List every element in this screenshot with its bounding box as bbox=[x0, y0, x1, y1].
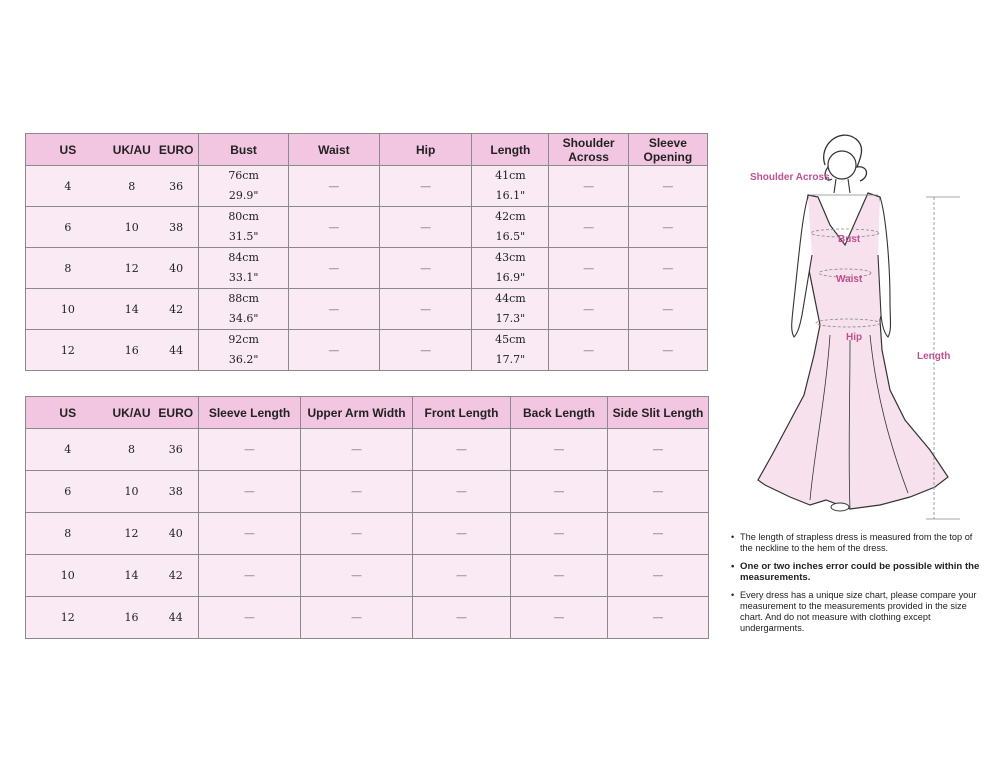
header-euro: EURO bbox=[154, 134, 199, 166]
note-strapless: • The length of strapless dress is measured from the top of the neckline to the hem of the dress. bbox=[731, 532, 981, 554]
cell-us: 4 bbox=[26, 429, 110, 471]
cell-length-value: 42cm bbox=[495, 210, 526, 223]
cell-length-value: 16.1" bbox=[495, 189, 526, 202]
cell-bust bbox=[199, 248, 288, 289]
cell-upper-arm-width: — bbox=[301, 513, 413, 555]
cell-shoulder-across: — bbox=[549, 248, 628, 289]
header-uk-au: UK/AU bbox=[110, 134, 154, 166]
cell-sleeve-length: — bbox=[199, 471, 301, 513]
table-row bbox=[26, 555, 709, 597]
cell-back-length: — bbox=[511, 471, 608, 513]
cell-euro: 44 bbox=[154, 597, 199, 639]
cell-bust bbox=[199, 330, 288, 371]
cell-uk-au: 14 bbox=[110, 555, 154, 597]
cell-hip: — bbox=[380, 289, 472, 330]
cell-waist: — bbox=[288, 248, 379, 289]
header-upper-arm-width: Upper Arm Width bbox=[301, 397, 413, 429]
cell-uk-au: 14 bbox=[110, 289, 154, 330]
cell-bust-value: 29.9" bbox=[228, 189, 259, 202]
cell-front-length: — bbox=[413, 471, 511, 513]
cell-uk-au: 8 bbox=[110, 166, 154, 207]
header-us: US bbox=[26, 134, 110, 166]
cell-length-value: 17.3" bbox=[495, 312, 526, 325]
neck-outline bbox=[834, 179, 850, 193]
foot-outline bbox=[831, 503, 849, 511]
table-row bbox=[26, 207, 708, 248]
cell-uk-au: 12 bbox=[110, 513, 154, 555]
cell-waist: — bbox=[288, 330, 379, 371]
note-error-margin: • One or two inches error could be possible within the measurements. bbox=[731, 561, 981, 583]
cell-length bbox=[472, 330, 549, 371]
table-row bbox=[26, 429, 709, 471]
cell-euro: 44 bbox=[154, 330, 199, 371]
cell-us: 8 bbox=[26, 248, 110, 289]
table-row bbox=[26, 471, 709, 513]
cell-side-slit-length: — bbox=[608, 471, 709, 513]
header-back-length: Back Length bbox=[511, 397, 608, 429]
head-outline bbox=[828, 151, 856, 179]
header-length: Length bbox=[472, 134, 549, 166]
cell-length-value: 45cm bbox=[495, 333, 526, 346]
header-front-length: Front Length bbox=[413, 397, 511, 429]
cell-bust-value: 33.1" bbox=[228, 271, 259, 284]
cell-back-length: — bbox=[511, 555, 608, 597]
hip-label: Hip bbox=[846, 332, 863, 343]
cell-us: 12 bbox=[26, 597, 110, 639]
cell-sleeve-opening: — bbox=[628, 166, 707, 207]
cell-waist: — bbox=[288, 166, 379, 207]
cell-shoulder-across: — bbox=[549, 166, 628, 207]
cell-bust bbox=[199, 207, 288, 248]
cell-euro: 36 bbox=[154, 429, 199, 471]
cell-sleeve-opening: — bbox=[628, 330, 707, 371]
cell-front-length: — bbox=[413, 429, 511, 471]
cell-uk-au: 16 bbox=[110, 330, 154, 371]
cell-hip: — bbox=[380, 330, 472, 371]
cell-bust-value: 36.2" bbox=[228, 353, 259, 366]
cell-length-value: 16.5" bbox=[495, 230, 526, 243]
shoulder-across-label: Shoulder Across bbox=[750, 172, 830, 183]
table-row bbox=[26, 513, 709, 555]
size-chart-table-main bbox=[25, 133, 708, 371]
cell-sleeve-length: — bbox=[199, 597, 301, 639]
cell-sleeve-opening: — bbox=[628, 248, 707, 289]
cell-side-slit-length: — bbox=[608, 555, 709, 597]
header-waist: Waist bbox=[288, 134, 379, 166]
cell-us: 10 bbox=[26, 289, 110, 330]
cell-side-slit-length: — bbox=[608, 429, 709, 471]
cell-bust-value: 92cm bbox=[228, 333, 259, 346]
cell-euro: 38 bbox=[154, 471, 199, 513]
cell-us: 6 bbox=[26, 471, 110, 513]
dress-measurement-illustration bbox=[730, 125, 995, 525]
cell-front-length: — bbox=[413, 555, 511, 597]
note-unique-chart: • Every dress has a unique size chart, please compare your measurement to the measurements provided in the size chart. And do not measure with clothing except undergarments. bbox=[731, 590, 981, 634]
header-shoulder-across: Shoulder Across bbox=[549, 134, 628, 166]
cell-length-value: 17.7" bbox=[495, 353, 526, 366]
cell-euro: 36 bbox=[154, 166, 199, 207]
cell-upper-arm-width: — bbox=[301, 597, 413, 639]
cell-hip: — bbox=[380, 207, 472, 248]
cell-length bbox=[472, 248, 549, 289]
cell-bust-value: 31.5" bbox=[228, 230, 259, 243]
cell-length-value: 16.9" bbox=[495, 271, 526, 284]
cell-shoulder-across: — bbox=[549, 330, 628, 371]
header-bust: Bust bbox=[199, 134, 288, 166]
cell-bust-value: 88cm bbox=[228, 292, 259, 305]
cell-side-slit-length: — bbox=[608, 513, 709, 555]
cell-us: 6 bbox=[26, 207, 110, 248]
cell-length bbox=[472, 289, 549, 330]
cell-bust bbox=[199, 166, 288, 207]
cell-back-length: — bbox=[511, 513, 608, 555]
cell-us: 12 bbox=[26, 330, 110, 371]
cell-sleeve-length: — bbox=[199, 555, 301, 597]
cell-upper-arm-width: — bbox=[301, 555, 413, 597]
table-row bbox=[26, 166, 708, 207]
cell-uk-au: 12 bbox=[110, 248, 154, 289]
cell-front-length: — bbox=[413, 513, 511, 555]
cell-us: 8 bbox=[26, 513, 110, 555]
cell-uk-au: 10 bbox=[110, 471, 154, 513]
cell-upper-arm-width: — bbox=[301, 429, 413, 471]
cell-sleeve-opening: — bbox=[628, 289, 707, 330]
cell-hip: — bbox=[380, 166, 472, 207]
table-header-row bbox=[26, 397, 709, 429]
cell-front-length: — bbox=[413, 597, 511, 639]
bust-label: Bust bbox=[838, 234, 861, 245]
cell-shoulder-across: — bbox=[549, 289, 628, 330]
left-arm-outline bbox=[792, 197, 812, 337]
table-row bbox=[26, 597, 709, 639]
cell-euro: 40 bbox=[154, 248, 199, 289]
cell-waist: — bbox=[288, 207, 379, 248]
header-sleeve-opening: Sleeve Opening bbox=[628, 134, 707, 166]
cell-us: 4 bbox=[26, 166, 110, 207]
cell-back-length: — bbox=[511, 429, 608, 471]
length-label: Length bbox=[917, 351, 951, 362]
header-side-slit-length: Side Slit Length bbox=[608, 397, 709, 429]
cell-bust-value: 76cm bbox=[228, 169, 259, 182]
cell-length-value: 43cm bbox=[495, 251, 526, 264]
cell-side-slit-length: — bbox=[608, 597, 709, 639]
cell-bust bbox=[199, 289, 288, 330]
cell-uk-au: 16 bbox=[110, 597, 154, 639]
table-row bbox=[26, 248, 708, 289]
cell-upper-arm-width: — bbox=[301, 471, 413, 513]
cell-sleeve-opening: — bbox=[628, 207, 707, 248]
header-sleeve-length: Sleeve Length bbox=[199, 397, 301, 429]
cell-waist: — bbox=[288, 289, 379, 330]
cell-length bbox=[472, 166, 549, 207]
header-us: US bbox=[26, 397, 110, 429]
cell-sleeve-length: — bbox=[199, 513, 301, 555]
cell-length-value: 41cm bbox=[495, 169, 526, 182]
cell-bust-value: 80cm bbox=[228, 210, 259, 223]
header-uk-au: UK/AU bbox=[110, 397, 154, 429]
cell-length-value: 44cm bbox=[495, 292, 526, 305]
cell-uk-au: 8 bbox=[110, 429, 154, 471]
size-chart-table-sleeve bbox=[25, 396, 709, 639]
cell-length bbox=[472, 207, 549, 248]
cell-sleeve-length: — bbox=[199, 429, 301, 471]
table-row bbox=[26, 289, 708, 330]
header-hip: Hip bbox=[380, 134, 472, 166]
cell-euro: 42 bbox=[154, 555, 199, 597]
cell-shoulder-across: — bbox=[549, 207, 628, 248]
header-euro: EURO bbox=[154, 397, 199, 429]
cell-bust-value: 34.6" bbox=[228, 312, 259, 325]
cell-euro: 40 bbox=[154, 513, 199, 555]
cell-hip: — bbox=[380, 248, 472, 289]
measurement-notes bbox=[731, 532, 981, 641]
cell-bust-value: 84cm bbox=[228, 251, 259, 264]
cell-uk-au: 10 bbox=[110, 207, 154, 248]
cell-euro: 38 bbox=[154, 207, 199, 248]
waist-label: Waist bbox=[836, 274, 863, 285]
cell-us: 10 bbox=[26, 555, 110, 597]
cell-back-length: — bbox=[511, 597, 608, 639]
table-header-row bbox=[26, 134, 708, 166]
cell-euro: 42 bbox=[154, 289, 199, 330]
table-row bbox=[26, 330, 708, 371]
